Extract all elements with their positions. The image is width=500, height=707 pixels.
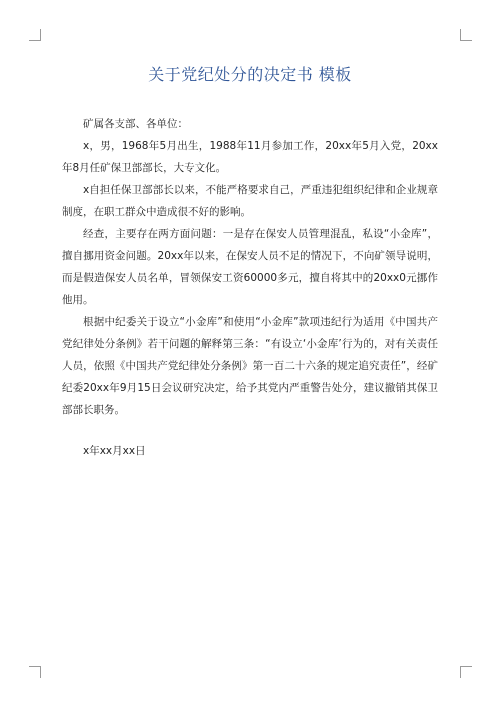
document-date: x年xx月xx日 bbox=[83, 445, 146, 457]
crop-mark-top-left bbox=[29, 29, 41, 41]
salutation: 矿属各支部、各单位： bbox=[83, 118, 188, 130]
paragraph-misconduct-summary: x自担任保卫部部长以来，不能严格要求自己，严重违犯组织纪律和企业规章制度，在职工群众中造成很不好的影响。 bbox=[62, 184, 438, 218]
document-body bbox=[62, 113, 438, 421]
paragraph-investigation-findings: 经查，主要存在两方面问题：一是存在保安人员管理混乱，私设“小金库”，擅自挪用资金问题。20xx年以来，在保安人员不足的情况下，不向矿领导说明，而是假造保安人员名单，冒领保安工资60000多元，擅自将其中的20xx0元挪作他用。 bbox=[62, 228, 438, 306]
paragraph-decision: 根据中纪委关于设立“小金库”和使用“小金库”款项违纪行为适用《中国共产党纪律处分条例》若干问题的解释第三条：“有设立‘小金库’行为的，对有关责任人员，依照《中国共产党纪律处分条例》第一百二十六条的规定追究责任”，经矿纪委20xx年9月15日会议研究决定，给予其党内严重警告处分，建议撤销其保卫部部长职务。 bbox=[62, 316, 438, 416]
paragraph-personal-info: x，男，1968年5月出生，1988年11月参加工作，20xx年5月入党，20xx年8月任矿保卫部部长，大专文化。 bbox=[62, 140, 438, 174]
document-title: 关于党纪处分的决定书 模板 bbox=[148, 65, 352, 84]
crop-mark-top-right bbox=[460, 29, 472, 41]
crop-mark-bottom-left bbox=[29, 666, 41, 678]
crop-mark-bottom-right bbox=[460, 666, 472, 678]
